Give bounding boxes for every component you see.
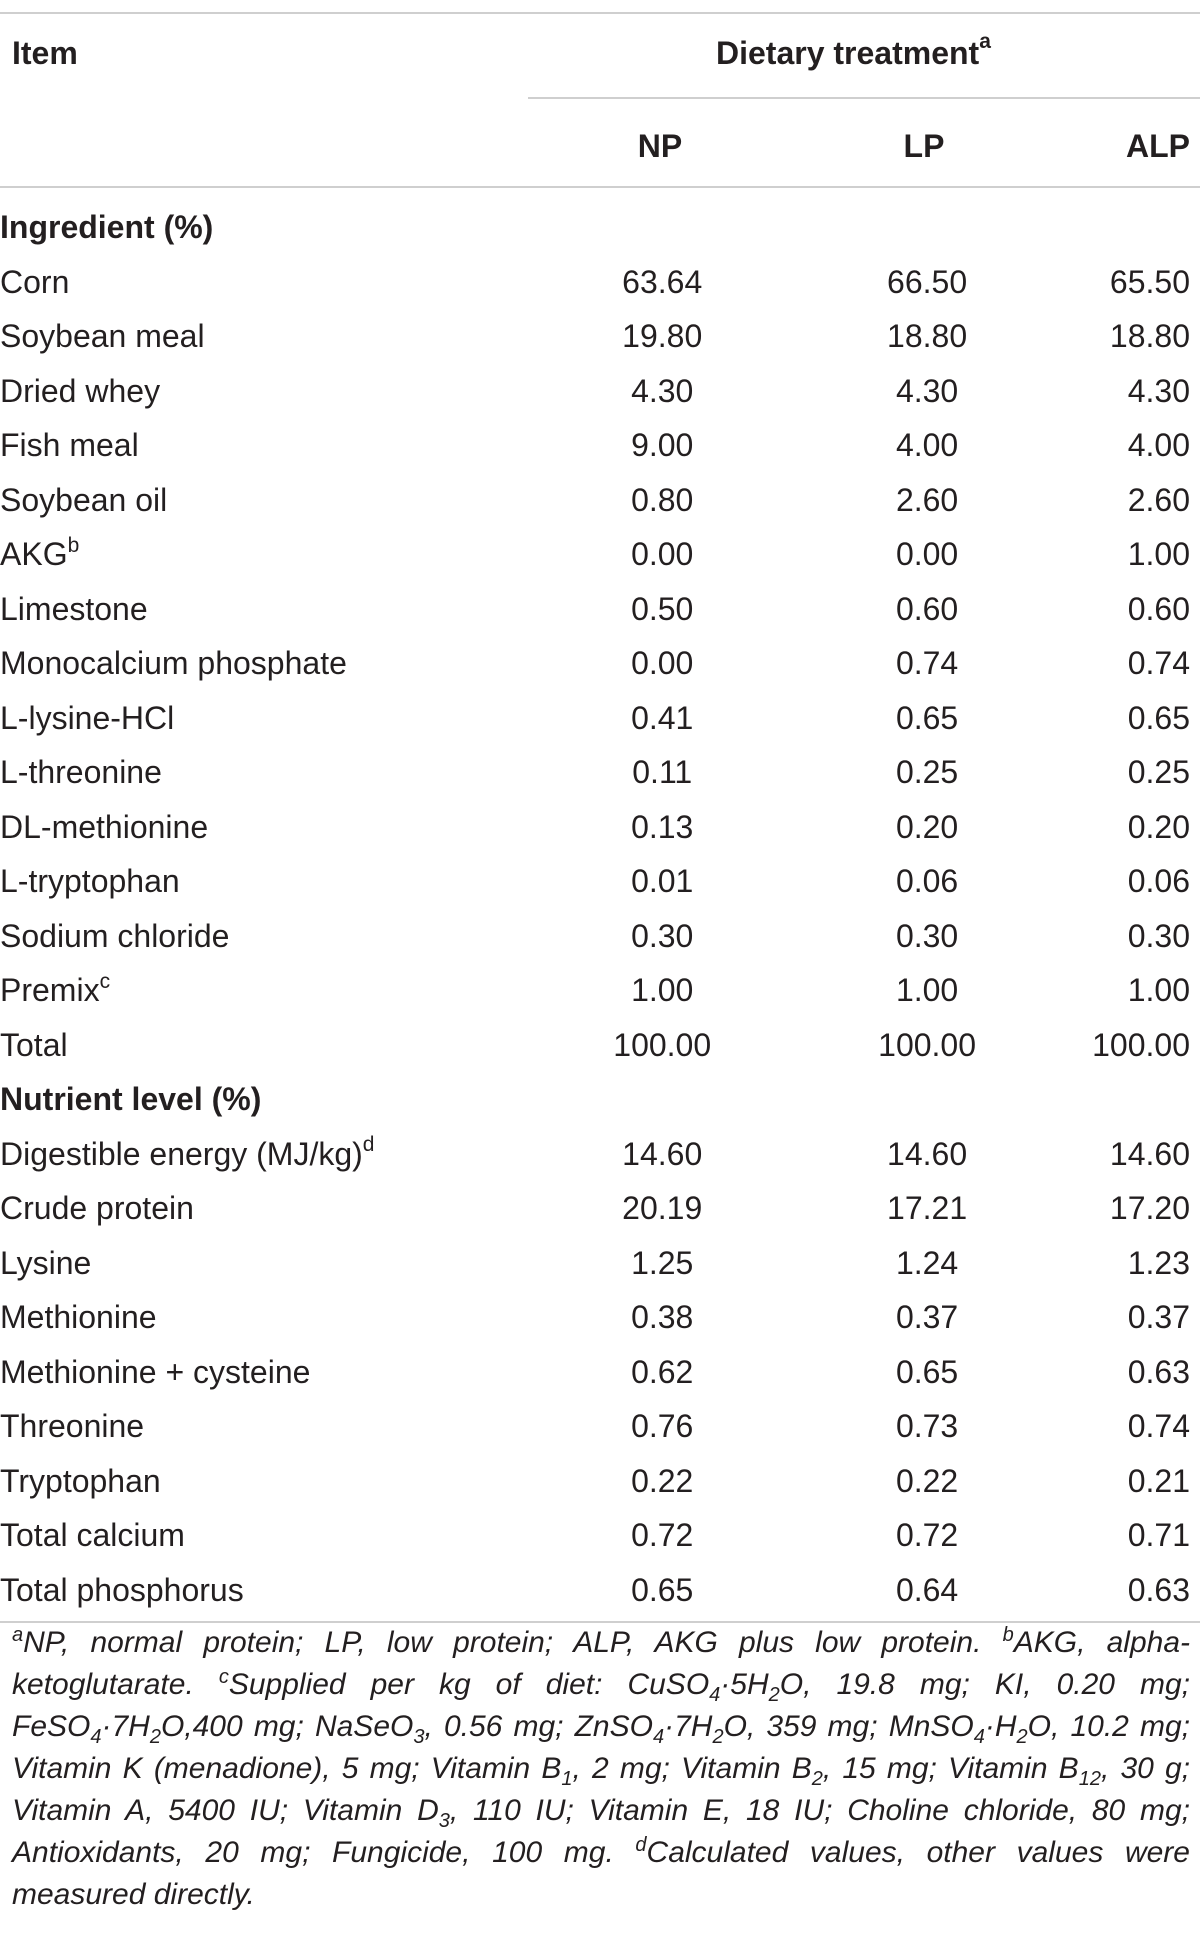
group-rule xyxy=(528,97,1200,99)
fn-sub: 4 xyxy=(90,1726,102,1748)
cell-alp: 0.30 xyxy=(1127,917,1190,954)
header-group-footnote-mark: a xyxy=(979,30,991,54)
cell-alp: 0.60 xyxy=(1127,590,1190,627)
row-label-text: Soybean meal xyxy=(0,318,205,355)
fn-sub: 2 xyxy=(768,1684,780,1706)
fn-sub: 2 xyxy=(712,1726,724,1748)
section-row xyxy=(0,200,1200,255)
header-item: Item xyxy=(12,35,78,71)
row-label xyxy=(0,1181,530,1236)
footnotes xyxy=(12,1622,1190,1916)
row-label xyxy=(0,473,530,528)
row-label-text: Monocalcium phosphate xyxy=(0,645,347,682)
cell-alp: 17.20 xyxy=(1109,1190,1190,1227)
footnote-d-mark: d xyxy=(635,1834,647,1856)
row-label-text: Corn xyxy=(0,263,70,300)
row-label-text: Dried whey xyxy=(0,372,161,409)
cell-np: 20.19 xyxy=(622,1190,703,1227)
fn-text: FeSO xyxy=(12,1710,91,1743)
cell-lp: 0.37 xyxy=(895,1299,959,1336)
fn-sub: 2 xyxy=(811,1768,823,1790)
fn-text: , 110 IU; Vitamin E, 18 IU; Choline chloride, 80 mg; Antioxidants, 20 mg; Fungicide, 100 mg. xyxy=(12,1794,1190,1869)
footnote-c-intro: Supplied per kg of diet: xyxy=(228,1668,628,1701)
cell-lp: 2.60 xyxy=(895,481,959,518)
cell-alp: 0.37 xyxy=(1127,1299,1190,1336)
table-row xyxy=(0,473,1200,528)
cell-alp: 4.00 xyxy=(1127,427,1190,464)
cell-np: 0.00 xyxy=(631,536,694,573)
table-row xyxy=(0,1399,1200,1454)
fn-text: O, 19.8 mg; KI, 0.20 mg; xyxy=(779,1668,1190,1701)
cell-lp: 0.65 xyxy=(895,1353,959,1390)
row-label-footnote-mark: c xyxy=(99,969,111,993)
footnote-b-mark: b xyxy=(1002,1624,1014,1646)
cell-alp: 0.63 xyxy=(1127,1571,1190,1608)
section-heading xyxy=(0,200,530,255)
cell-lp: 0.30 xyxy=(895,917,959,954)
fn-text: , 30 g; Vitamin A, 5400 IU; Vitamin D xyxy=(12,1752,1190,1827)
cell-np xyxy=(530,1072,795,1127)
row-label xyxy=(0,255,530,310)
section-row xyxy=(0,1072,1200,1127)
row-label xyxy=(0,745,530,800)
header-col-lp: LP xyxy=(903,128,945,164)
row-label xyxy=(0,1236,530,1291)
row-label xyxy=(0,636,530,691)
cell-np: 0.38 xyxy=(631,1299,694,1336)
table-row xyxy=(0,418,1200,473)
table-row xyxy=(0,691,1200,746)
cell-np: 0.00 xyxy=(631,645,694,682)
row-label-footnote-mark: b xyxy=(67,533,80,557)
row-label xyxy=(0,418,530,473)
table-row xyxy=(0,1181,1200,1236)
row-label-text: Methionine + cysteine xyxy=(0,1353,311,1390)
cell-lp xyxy=(795,1072,1060,1127)
fn-text: ·7H xyxy=(101,1710,150,1743)
cell-lp: 17.21 xyxy=(887,1190,968,1227)
fn-sub: 2 xyxy=(1016,1726,1028,1748)
cell-np: 63.64 xyxy=(622,263,703,300)
row-label-text: Ingredient (%) xyxy=(0,209,214,246)
data-table xyxy=(0,200,1200,1617)
row-label xyxy=(0,854,530,909)
row-label-text: Nutrient level (%) xyxy=(0,1081,262,1118)
cell-alp: 0.74 xyxy=(1127,645,1190,682)
row-label xyxy=(0,963,530,1018)
header-dietary-treatment xyxy=(716,30,991,73)
fn-sub: 3 xyxy=(438,1810,450,1832)
row-label-text: L-lysine-HCl xyxy=(0,699,175,736)
table-row xyxy=(0,1345,1200,1400)
cell-alp: 1.00 xyxy=(1127,536,1190,573)
table-row xyxy=(0,1508,1200,1563)
cell-alp: 1.00 xyxy=(1127,972,1190,1009)
fn-text: , 15 mg; Vitamin B xyxy=(822,1752,1079,1785)
table-row xyxy=(0,364,1200,419)
cell-lp: 0.64 xyxy=(895,1571,959,1608)
row-label-text: DL-methionine xyxy=(0,808,209,845)
table-row xyxy=(0,1236,1200,1291)
cell-lp: 1.00 xyxy=(895,972,959,1009)
cell-np: 0.01 xyxy=(631,863,694,900)
fn-text: ·H xyxy=(984,1710,1017,1743)
cell-lp: 18.80 xyxy=(887,318,968,355)
cell-lp: 0.06 xyxy=(895,863,959,900)
header-col-np: NP xyxy=(637,128,683,164)
cell-lp xyxy=(795,200,1060,255)
cell-lp: 0.00 xyxy=(895,536,959,573)
cell-np: 1.25 xyxy=(631,1244,694,1281)
cell-alp: 100.00 xyxy=(1092,1026,1190,1063)
footnote-c-mark: c xyxy=(218,1666,229,1688)
cell-lp: 4.00 xyxy=(895,427,959,464)
cell-np xyxy=(530,200,795,255)
fn-sub: 1 xyxy=(561,1768,573,1790)
cell-np: 0.11 xyxy=(632,754,693,791)
row-label-text: AKG xyxy=(0,536,68,573)
fn-sub: 4 xyxy=(652,1726,665,1748)
row-label xyxy=(0,909,530,964)
table-row xyxy=(0,909,1200,964)
footnote-b: AKG, alpha-ketoglutarate. xyxy=(12,1626,1190,1701)
cell-alp: 14.60 xyxy=(1109,1135,1190,1172)
cell-alp: 18.80 xyxy=(1109,318,1190,355)
row-label-text: Total xyxy=(0,1026,68,1063)
cell-alp: 65.50 xyxy=(1109,263,1190,300)
row-label-text: Tryptophan xyxy=(0,1462,161,1499)
table-row xyxy=(0,1018,1200,1073)
cell-alp: 0.74 xyxy=(1127,1408,1190,1445)
fn-text: , 2 mg; Vitamin B xyxy=(572,1752,812,1785)
row-label-text: Crude protein xyxy=(0,1190,194,1227)
table-row xyxy=(0,309,1200,364)
row-label-footnote-mark: d xyxy=(362,1133,375,1157)
footnote-a: NP, normal protein; LP, low protein; ALP, AKG plus low protein. xyxy=(23,1626,1003,1659)
table-row xyxy=(0,963,1200,1018)
row-label-text: Methionine xyxy=(0,1299,157,1336)
fn-text: O,400 mg; NaSeO xyxy=(160,1710,414,1743)
table-row xyxy=(0,745,1200,800)
footnote-a-mark: a xyxy=(12,1624,24,1646)
table-row xyxy=(0,854,1200,909)
row-label-text: Lysine xyxy=(0,1244,92,1281)
cell-np: 4.30 xyxy=(631,372,694,409)
table-row xyxy=(0,636,1200,691)
row-label xyxy=(0,800,530,855)
row-label xyxy=(0,364,530,419)
header-group-label: Dietary treatment xyxy=(716,35,980,71)
top-rule xyxy=(0,12,1200,14)
row-label-text: Fish meal xyxy=(0,427,139,464)
cell-np: 0.13 xyxy=(631,808,694,845)
cell-np: 0.76 xyxy=(631,1408,694,1445)
table-row xyxy=(0,1454,1200,1509)
row-label-text: Total calcium xyxy=(0,1517,185,1554)
row-label xyxy=(0,691,530,746)
cell-lp: 14.60 xyxy=(887,1135,968,1172)
cell-lp: 0.73 xyxy=(895,1408,959,1445)
row-label-text: Total phosphorus xyxy=(0,1571,244,1608)
cell-np: 0.65 xyxy=(631,1571,694,1608)
cell-lp: 4.30 xyxy=(895,372,959,409)
fn-text: CuSO xyxy=(627,1668,710,1701)
cell-alp: 1.23 xyxy=(1127,1244,1190,1281)
row-label xyxy=(0,1399,530,1454)
cell-alp: 0.71 xyxy=(1127,1517,1190,1554)
cell-lp: 0.74 xyxy=(895,645,959,682)
cell-alp: 0.20 xyxy=(1127,808,1190,845)
row-label xyxy=(0,1563,530,1618)
cell-lp: 0.65 xyxy=(895,699,959,736)
section-heading xyxy=(0,1072,530,1127)
table-row xyxy=(0,255,1200,310)
data-table-body xyxy=(0,200,1200,1617)
row-label-text: L-threonine xyxy=(0,754,162,791)
row-label xyxy=(0,1127,530,1182)
row-label xyxy=(0,1345,530,1400)
cell-alp xyxy=(1060,200,1200,255)
table-row xyxy=(0,1563,1200,1618)
cell-lp: 0.72 xyxy=(895,1517,959,1554)
row-label-text: Limestone xyxy=(0,590,148,627)
fn-sub: 4 xyxy=(973,1726,985,1748)
cell-alp xyxy=(1060,1072,1200,1127)
fn-text: ·7H xyxy=(664,1710,713,1743)
cell-alp: 0.06 xyxy=(1127,863,1190,900)
fn-sub: 3 xyxy=(413,1726,425,1748)
cell-np: 0.22 xyxy=(631,1462,694,1499)
row-label-text: Soybean oil xyxy=(0,481,168,518)
cell-lp: 66.50 xyxy=(887,263,968,300)
row-label xyxy=(0,1508,530,1563)
header-rule xyxy=(0,186,1200,188)
table-row xyxy=(0,800,1200,855)
cell-np: 9.00 xyxy=(631,427,694,464)
cell-np: 0.72 xyxy=(631,1517,694,1554)
cell-lp: 0.60 xyxy=(895,590,959,627)
row-label xyxy=(0,1454,530,1509)
footnote-d: Calculated values, other values were measured directly. xyxy=(12,1836,1190,1911)
cell-np: 1.00 xyxy=(631,972,694,1009)
cell-alp: 0.65 xyxy=(1127,699,1190,736)
row-label-text: Sodium chloride xyxy=(0,917,230,954)
fn-text: O, 359 mg; MnSO xyxy=(723,1710,974,1743)
cell-lp: 0.20 xyxy=(895,808,959,845)
row-label xyxy=(0,1018,530,1073)
cell-np: 0.50 xyxy=(631,590,694,627)
cell-np: 19.80 xyxy=(622,318,703,355)
table-row xyxy=(0,1127,1200,1182)
fn-sub: 2 xyxy=(149,1726,161,1748)
row-label-text: L-tryptophan xyxy=(0,863,180,900)
row-label xyxy=(0,582,530,637)
table-row xyxy=(0,582,1200,637)
table-row xyxy=(0,1290,1200,1345)
cell-np: 14.60 xyxy=(622,1135,703,1172)
fn-text: O, 10.2 mg; Vitamin K (menadione), 5 mg; Vitamin B xyxy=(12,1710,1190,1785)
header-col-alp: ALP xyxy=(1126,128,1190,164)
cell-lp: 0.25 xyxy=(895,754,959,791)
cell-np: 0.41 xyxy=(631,699,694,736)
fn-sub: 12 xyxy=(1078,1768,1101,1790)
row-label xyxy=(0,527,530,582)
cell-alp: 0.63 xyxy=(1127,1353,1190,1390)
cell-lp: 1.24 xyxy=(895,1244,959,1281)
row-label-text: Premix xyxy=(0,972,100,1009)
cell-alp: 4.30 xyxy=(1127,372,1190,409)
row-label-text: Digestible energy (MJ/kg) xyxy=(0,1135,363,1172)
cell-lp: 0.22 xyxy=(895,1462,959,1499)
fn-text: , 0.56 mg; ZnSO xyxy=(424,1710,653,1743)
fn-text: ·5H xyxy=(720,1668,769,1701)
table-row xyxy=(0,527,1200,582)
row-label-text: Threonine xyxy=(0,1408,145,1445)
row-label xyxy=(0,1290,530,1345)
cell-np: 0.30 xyxy=(631,917,694,954)
cell-np: 0.80 xyxy=(631,481,694,518)
cell-alp: 0.25 xyxy=(1127,754,1190,791)
cell-alp: 0.21 xyxy=(1127,1462,1190,1499)
cell-lp: 100.00 xyxy=(878,1026,977,1063)
cell-alp: 2.60 xyxy=(1127,481,1190,518)
row-label xyxy=(0,309,530,364)
cell-np: 0.62 xyxy=(631,1353,694,1390)
fn-sub: 4 xyxy=(709,1684,721,1706)
cell-np: 100.00 xyxy=(613,1026,712,1063)
